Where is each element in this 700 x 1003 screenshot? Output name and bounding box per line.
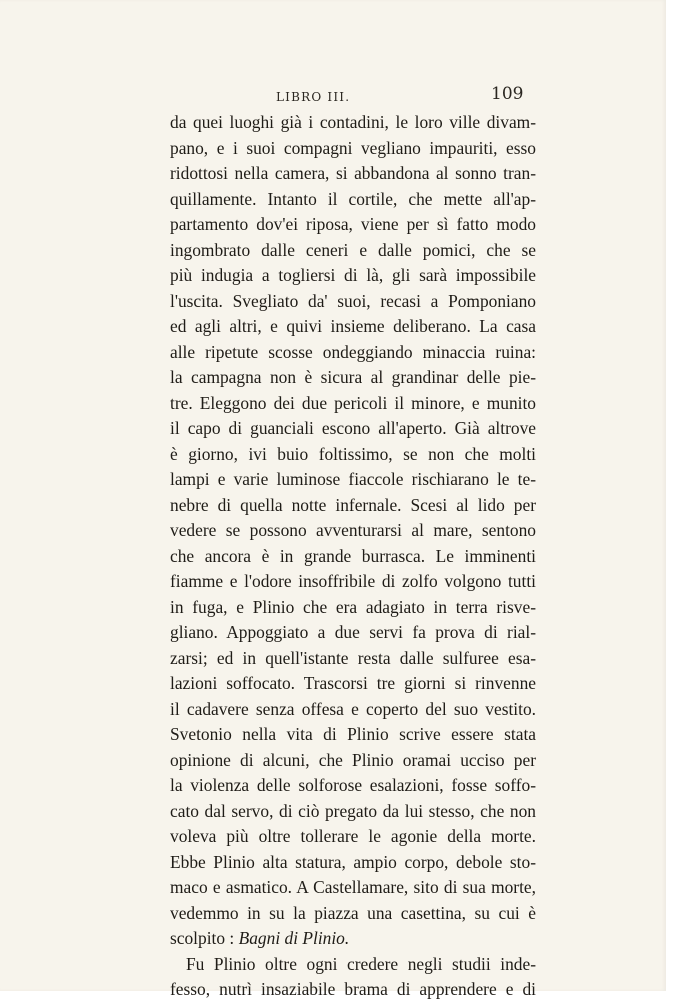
- text-line: Fu Plinio oltre ogni credere negli studii inde-: [186, 953, 536, 974]
- text-line: opinione di alcuni, che Plinio oramai ucciso per: [170, 749, 536, 770]
- body-text: [170, 110, 536, 1003]
- text-line: tre. Eleggono dei due pericoli il minore, e munito: [170, 392, 536, 413]
- text-line: quillamente. Intanto il cortile, che mette all'ap-: [170, 188, 536, 209]
- text-line: voleva più oltre tollerare le agonie della morte.: [170, 826, 536, 846]
- text-line: il cadavere senza offesa e coperto del suo vestito.: [170, 698, 536, 719]
- text-line: partamento dov'ei riposa, viene per sì fatto modo: [170, 214, 536, 234]
- text-line: fesso, nutrì insaziabile brama di apprendere e di: [170, 979, 536, 999]
- text-line: da quei luoghi già i contadini, le loro ville divam-: [170, 112, 536, 132]
- text-line: fiamme e l'odore insoffribile di zolfo volgono tutti: [170, 571, 536, 591]
- text-line: Svetonio nella vita di Plinio scrive essere stata: [170, 724, 536, 744]
- text-line: lampi e varie luminose fiaccole rischiarano le te-: [170, 469, 536, 489]
- text-line: pano, e i suoi compagni vegliano impauriti, esso: [170, 137, 536, 158]
- text-line: alle ripetute scosse ondeggiando minaccia ruina:: [170, 341, 536, 362]
- text-line: la violenza delle solforose esalazioni, fosse soffo-: [170, 775, 536, 795]
- text-line: che ancora è in grande burrasca. Le imminenti: [170, 545, 536, 566]
- text-line: zarsi; ed in quell'istante resta dalle sulfuree esa-: [170, 647, 536, 668]
- paragraph-1: [170, 110, 536, 952]
- text-line: nebre di quella notte infernale. Scesi al lido per: [170, 494, 536, 515]
- text-line: vedemmo in su la piazza una casettina, su cui è: [170, 902, 536, 923]
- text-line: ingombrato dalle ceneri e dalle pomici, che se: [170, 239, 536, 260]
- text-line: lazioni soffocato. Trascorsi tre giorni si rinvenne: [170, 673, 536, 693]
- text-line: ed agli altri, e quivi insieme deliberano. La casa: [170, 316, 536, 336]
- text-line: il capo di guanciali escono all'aperto. Già altrove: [170, 418, 536, 438]
- text-line: cato dal servo, di ciò pregato da lui stesso, che non: [170, 800, 536, 821]
- text-line: l'uscita. Svegliato da' suoi, recasi a Pomponiano: [170, 290, 536, 311]
- text-line-last: [170, 926, 536, 952]
- page-header: [0, 84, 666, 108]
- paragraph-2: [170, 952, 536, 1003]
- text-line: la campagna non è sicura al grandinar delle pie-: [170, 367, 536, 387]
- running-head: LIBRO III.: [276, 90, 351, 104]
- italic-title: Bagni di Plinio.: [238, 928, 350, 948]
- text-line: maco e asmatico. A Castellamare, sito di sua morte,: [170, 877, 536, 897]
- text-line: in fuga, e Plinio che era adagiato in terra risve-: [170, 596, 536, 617]
- text-line: Ebbe Plinio alta statura, ampio corpo, debole sto-: [170, 851, 536, 872]
- text-line: più indugia a togliersi di là, gli sarà impossibile: [170, 265, 536, 285]
- text-line-prefix: scolpito :: [170, 928, 239, 948]
- text-line: è giorno, ivi buio foltissimo, se non che molti: [170, 443, 536, 464]
- text-line: ridottosi nella camera, si abbandona al sonno tran-: [170, 163, 536, 183]
- text-line: gliano. Appoggiato a due servi fa prova di rial-: [170, 622, 536, 642]
- text-line: vedere se possono avventurarsi al mare, sentono: [170, 520, 536, 540]
- page-number: 109: [491, 84, 524, 104]
